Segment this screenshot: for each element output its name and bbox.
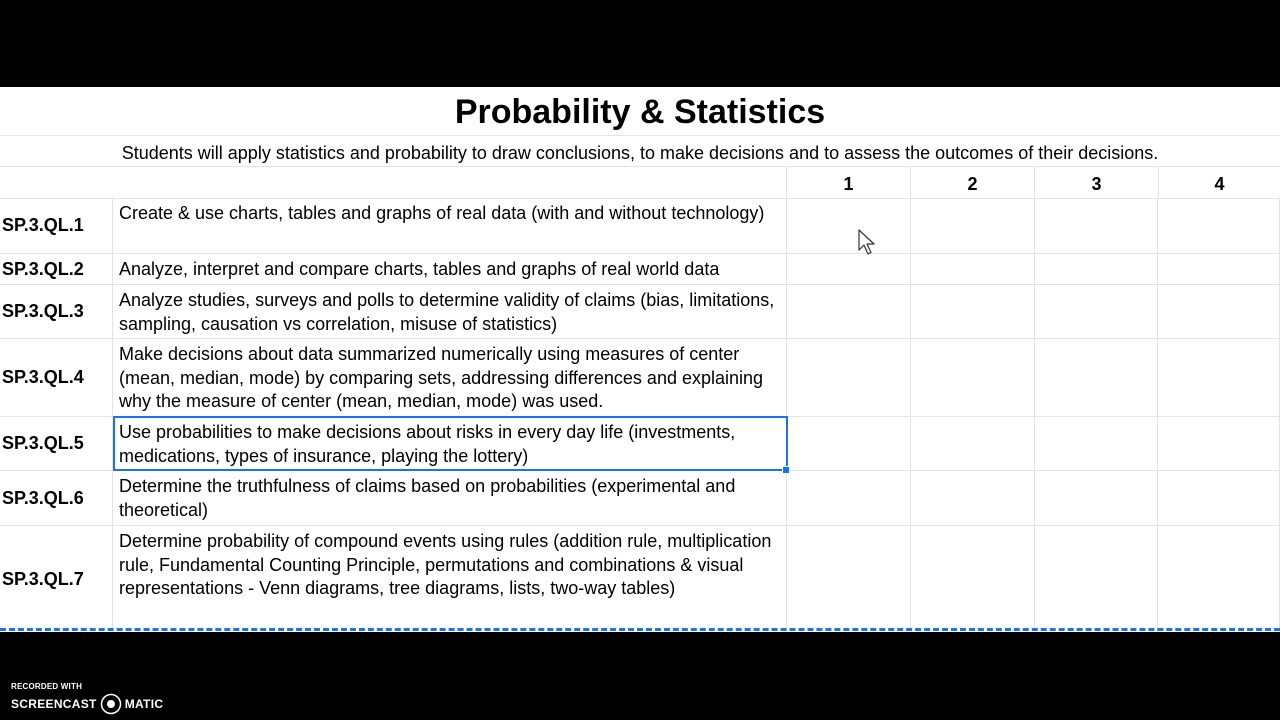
table-row [0, 526, 1280, 632]
mouse-pointer-icon [858, 229, 878, 257]
grid-cell-1[interactable] [787, 198, 911, 253]
standard-code[interactable]: SP.3.QL.2 [0, 254, 113, 284]
standard-code[interactable]: SP.3.QL.6 [0, 471, 113, 525]
standard-description[interactable]: Analyze, interpret and compare charts, tables and graphs of real world data [113, 254, 787, 284]
grid-cell-1[interactable] [787, 285, 911, 338]
sheet-title[interactable]: Probability & Statistics [0, 87, 1280, 136]
table-row [0, 471, 1280, 526]
grid-cell-3[interactable] [1035, 417, 1158, 470]
grid-cell-3[interactable] [1035, 285, 1158, 338]
standard-code[interactable]: SP.3.QL.7 [0, 526, 113, 632]
column-header-1[interactable]: 1 [786, 167, 910, 198]
grid-cell-4[interactable] [1158, 285, 1280, 338]
standard-description[interactable]: Determine the truthfulness of claims based on probabilities (experimental and theoretical) [113, 471, 787, 525]
standard-description[interactable]: Use probabilities to make decisions about risks in every day life (investments, medications, types of insurance, playing the lottery) [113, 417, 787, 470]
grid-cell-4[interactable] [1158, 471, 1280, 525]
standard-description[interactable]: Make decisions about data summarized numerically using measures of center (mean, median, mode) by comparing sets, addressing differences and explaining why the measure of center (mean, median, mode) was used. [113, 339, 787, 416]
grid-cell-2[interactable] [911, 198, 1035, 253]
screencast-watermark [11, 682, 163, 715]
grid-cell-3[interactable] [1035, 198, 1158, 253]
grid-cell-1[interactable] [787, 417, 911, 470]
table-row [0, 417, 1280, 471]
standard-code[interactable]: SP.3.QL.5 [0, 417, 113, 470]
grid-cell-1[interactable] [787, 471, 911, 525]
grid-cell-4[interactable] [1158, 198, 1280, 253]
table-row [0, 285, 1280, 339]
grid-cell-2[interactable] [911, 339, 1035, 416]
standard-code[interactable]: SP.3.QL.3 [0, 285, 113, 338]
spreadsheet-page [0, 87, 1280, 632]
table-row [0, 254, 1280, 285]
fill-handle[interactable] [782, 466, 790, 474]
standard-description[interactable]: Determine probability of compound events using rules (addition rule, multiplication rule, Fundamental Counting Principle, permutations and combinations & visual representations - Venn diagrams, tree diagrams, lists, two-way tables) [113, 526, 787, 632]
standard-description[interactable]: Create & use charts, tables and graphs of real data (with and without technology) [113, 198, 787, 253]
grid-cell-1[interactable] [787, 254, 911, 284]
page-break-line [0, 628, 1280, 631]
watermark-caption: RECORDED WITH [11, 682, 83, 691]
grid-cell-3[interactable] [1035, 526, 1158, 632]
standard-code[interactable]: SP.3.QL.1 [0, 198, 113, 253]
grid-cell-4[interactable] [1158, 417, 1280, 470]
column-header-4[interactable]: 4 [1158, 167, 1280, 198]
grid-cell-2[interactable] [911, 254, 1035, 284]
standard-code[interactable]: SP.3.QL.4 [0, 339, 113, 416]
screencast-logo-icon [100, 693, 122, 715]
grid-cell-4[interactable] [1158, 526, 1280, 632]
column-header-3[interactable]: 3 [1034, 167, 1158, 198]
grid-cell-2[interactable] [911, 471, 1035, 525]
grid-cell-4[interactable] [1158, 339, 1280, 416]
grid-cell-2[interactable] [911, 285, 1035, 338]
watermark-brand-left: SCREENCAST [11, 697, 97, 711]
grid-cell-2[interactable] [911, 417, 1035, 470]
grid-cell-3[interactable] [1035, 339, 1158, 416]
table-row [0, 339, 1280, 417]
watermark-brand [11, 693, 163, 715]
grid-cell-3[interactable] [1035, 254, 1158, 284]
column-header-2[interactable]: 2 [910, 167, 1034, 198]
standard-description[interactable]: Analyze studies, surveys and polls to determine validity of claims (bias, limitations, sampling, causation vs correlation, misuse of statistics) [113, 285, 787, 338]
grid-cell-4[interactable] [1158, 254, 1280, 284]
sheet-subtitle[interactable]: Students will apply statistics and probability to draw conclusions, to make decisions and to assess the outcomes of their decisions. [0, 136, 1280, 167]
grid-cell-1[interactable] [787, 339, 911, 416]
grid-cell-2[interactable] [911, 526, 1035, 632]
grid-cell-3[interactable] [1035, 471, 1158, 525]
watermark-brand-right: MATIC [124, 697, 164, 711]
column-header-row [0, 167, 1280, 199]
table-row [0, 198, 1280, 254]
grid-cell-1[interactable] [787, 526, 911, 632]
